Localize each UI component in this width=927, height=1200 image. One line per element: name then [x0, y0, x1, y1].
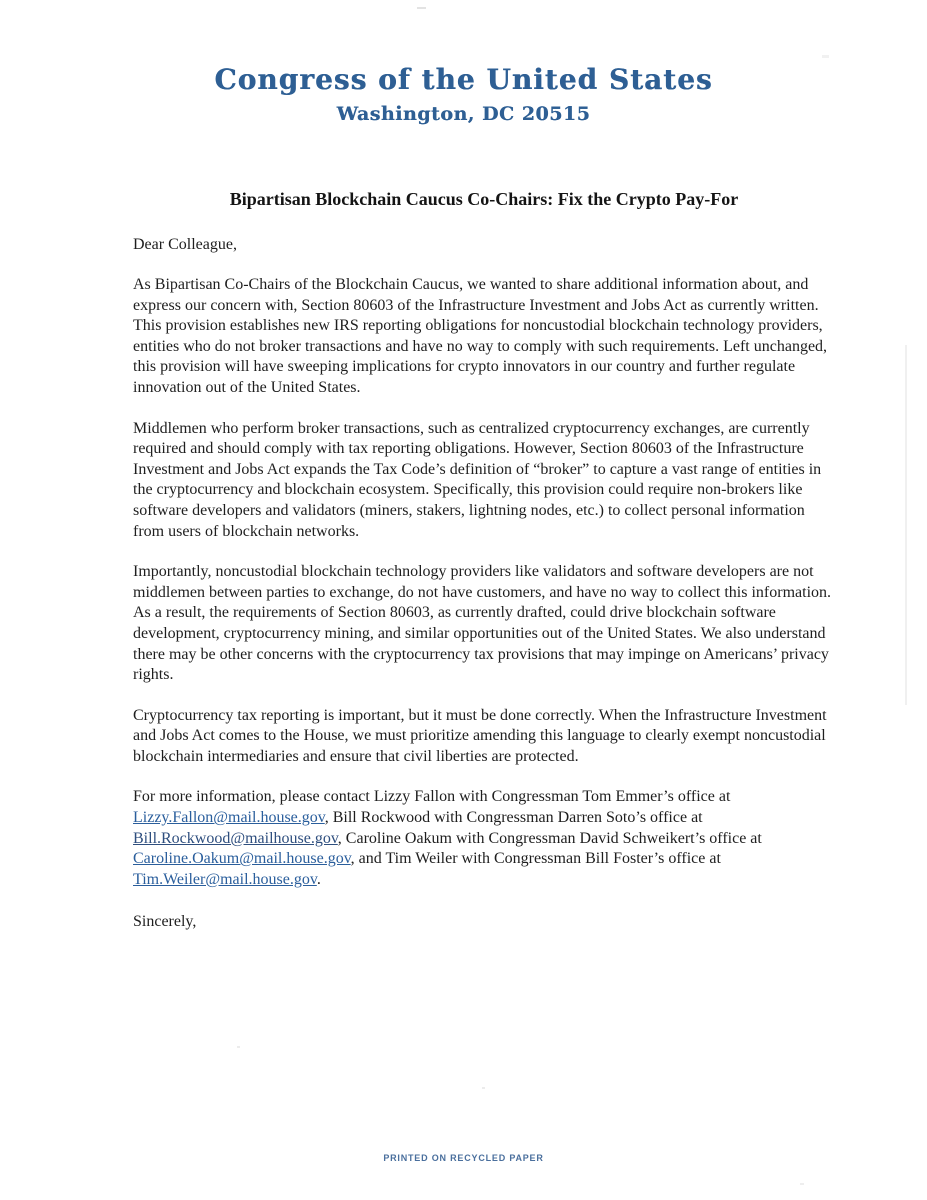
scan-artifact	[800, 1183, 804, 1185]
paragraph-noncustodial-providers: Importantly, noncustodial blockchain technology providers like validators and software developers are not middlemen between parties to exchange, do not have customers, and have no way to collect this information. As a result, the requirements of Section 80603, as currently drafted, could drive blockchain software development, cryptocurrency mining, and similar opportunities out of the United States. We also understand there may be other concerns with the cryptocurrency tax provisions that may impinge on Americans’ privacy rights.	[133, 563, 832, 684]
recycled-paper-notice: PRINTED ON RECYCLED PAPER	[383, 1153, 544, 1163]
letter-title: Bipartisan Blockchain Caucus Co-Chairs: Fix the Crypto Pay-For	[229, 189, 739, 209]
paragraph-section-80603-concern: As Bipartisan Co-Chairs of the Blockchain Caucus, we wanted to share additional information about, and express our concern with, Section 80603 of the Infrastructure Investment and Jobs Act as currently written. This provision establishes new IRS reporting obligations for noncustodial blockchain technology providers, entities who do not broker transactions and have no way to comply with such requirements. Left unchanged, this provision will have sweeping implications for crypto innovators in our country and further regulate innovation out of the United States.	[133, 276, 828, 396]
contact-text-schweikert: , Caroline Oakum with Congressman David Schweikert’s office at	[337, 829, 762, 847]
scan-artifact	[822, 55, 829, 58]
scan-artifact	[417, 7, 426, 9]
contact-text-soto: , Bill Rockwood with Congressman Darren Soto’s office at	[324, 809, 703, 827]
paragraph-tax-reporting: Cryptocurrency tax reporting is important, but it must be done correctly. When the Infrastructure Investment and Jobs Act comes to the House, we must prioritize amending this language to clearly exempt noncustodial blockchain intermediaries and ensure that civil liberties are protected.	[133, 706, 827, 765]
closing-sincerely: Sincerely,	[133, 913, 197, 931]
scan-artifact	[237, 1046, 240, 1048]
contact-text-foster: , and Tim Weiler with Congressman Bill Foster’s office at	[350, 850, 721, 868]
paragraph-contact-info	[133, 787, 835, 890]
letterhead	[0, 0, 927, 126]
letter-body	[133, 188, 835, 932]
letterhead-washington-line: Washington, DC 20515	[336, 103, 591, 125]
paragraph-broker-definition: Middlemen who perform broker transactions, such as centralized cryptocurrency exchanges, are currently required and should comply with tax reporting obligations. However, Section 80603 of the Infrastructure Investment and Jobs Act expands the Tax Code’s definition of “broker” to capture a vast range of entities in the cryptocurrency and blockchain ecosystem. Specifically, this provision could require non-brokers like software developers and validators (miners, stakers, lightning nodes, etc.) to collect personal information from users of blockchain networks.	[133, 419, 822, 540]
email-link-caroline-oakum[interactable]: Caroline.Oakum@mail.house.gov	[133, 850, 351, 868]
email-link-lizzy-fallon[interactable]: Lizzy.Fallon@mail.house.gov	[133, 809, 325, 827]
contact-text-period: .	[316, 870, 321, 888]
letterhead-congress-line: Congress of the United States	[214, 63, 713, 96]
scan-artifact	[905, 345, 907, 705]
email-link-tim-weiler[interactable]: Tim.Weiler@mail.house.gov	[133, 870, 317, 888]
scan-artifact	[482, 1087, 485, 1089]
salutation: Dear Colleague,	[133, 236, 237, 253]
contact-text-emmer: For more information, please contact Lizzy Fallon with Congressman Tom Emmer’s office at	[133, 788, 731, 806]
email-link-bill-rockwood[interactable]: Bill.Rockwood@mailhouse.gov	[133, 829, 338, 847]
